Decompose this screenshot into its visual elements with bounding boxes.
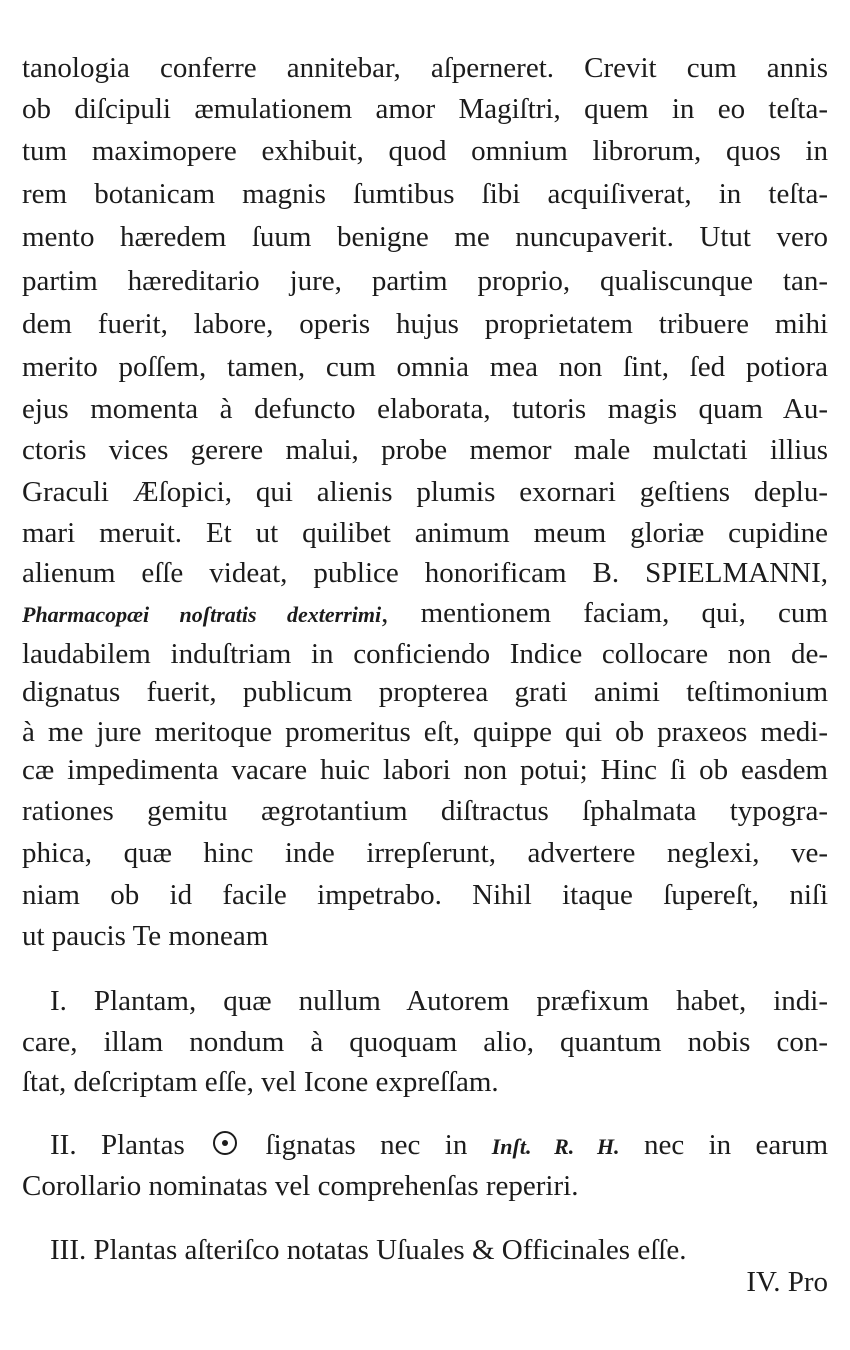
- italic-phrase: Pharmacopæi noſtratis dexterrimi: [22, 602, 382, 627]
- text-line: cæ impedimenta vacare huic labori non potui; Hinc ſi ob easdem: [22, 754, 828, 786]
- text-line: Graculi Æſopici, qui alienis plumis exornari geſtiens deplu-: [22, 476, 828, 508]
- text-line: mari meruit. Et ut quilibet animum meum gloriæ cupidine: [22, 517, 828, 549]
- text-line: ob diſcipuli æmulationem amor Magiſtri, quem in eo teſta-: [22, 93, 828, 125]
- catchword: IV. Pro: [746, 1266, 828, 1298]
- text-line: tum maximopere exhibuit, quod omnium librorum, quos in: [22, 135, 828, 167]
- text-line: tanologia conferre annitebar, aſperneret. Crevit cum annis: [22, 52, 828, 84]
- text-line: ejus momenta à defuncto elaborata, tutoris magis quam Au-: [22, 393, 828, 425]
- italic-abbreviation: Inſt. R. H.: [491, 1134, 620, 1159]
- text-line: rationes gemitu ægrotantium diſtractus ſphalmata typogra-: [22, 795, 828, 827]
- text-line: phica, quæ hinc inde irrepſerunt, advertere neglexi, ve-: [22, 837, 828, 869]
- note-line: ſtat, deſcriptam eſſe, vel Icone expreſſam.: [22, 1066, 499, 1098]
- note-line: care, illam nondum à quoquam alio, quantum nobis con-: [22, 1026, 828, 1058]
- note-line: [50, 1125, 828, 1165]
- note-line: III. Plantas aſteriſco notatas Uſuales & Officinales eſſe.: [50, 1234, 687, 1266]
- text-line: ctoris vices gerere malui, probe memor male mulctati illius: [22, 434, 828, 466]
- text-line: niam ob id facile impetrabo. Nihil itaque ſupereſt, niſi: [22, 879, 828, 911]
- text-line: dem fuerit, labore, operis hujus proprietatem tribuere mihi: [22, 308, 828, 340]
- text-line: à me jure meritoque promeritus eſt, quippe qui ob praxeos medi-: [22, 716, 828, 748]
- note-line: Corollario nominatas vel comprehenſas reperiri.: [22, 1170, 579, 1202]
- text-line: alienum eſſe videat, publice honorificam B. SPIELMANNI,: [22, 557, 828, 589]
- text-segment: nec in earum: [643, 1129, 829, 1161]
- note-line: I. Plantam, quæ nullum Autorem præfixum habet, indi-: [50, 985, 828, 1017]
- circle-with-dot-icon: [213, 1131, 237, 1155]
- text-segment: , mentionem faciam, qui, cum: [381, 597, 828, 629]
- text-line: partim hæreditario jure, partim proprio, qualiscunque tan-: [22, 265, 828, 297]
- text-line: mento hæredem ſuum benigne me nuncupaverit. Utut vero: [22, 221, 828, 253]
- text-line: merito poſſem, tamen, cum omnia mea non ſint, ſed potiora: [22, 351, 828, 383]
- text-segment: ſignatas nec in: [265, 1129, 468, 1161]
- text-line: [22, 593, 828, 633]
- text-segment: II. Plantas: [50, 1129, 185, 1161]
- text-line: ut paucis Te moneam: [22, 920, 269, 952]
- text-line: dignatus fuerit, publicum propterea grati animi teſtimonium: [22, 676, 828, 708]
- text-line: laudabilem induſtriam in conficiendo Indice collocare non de-: [22, 638, 828, 670]
- text-line: rem botanicam magnis ſumtibus ſibi acquiſiverat, in teſta-: [22, 178, 828, 210]
